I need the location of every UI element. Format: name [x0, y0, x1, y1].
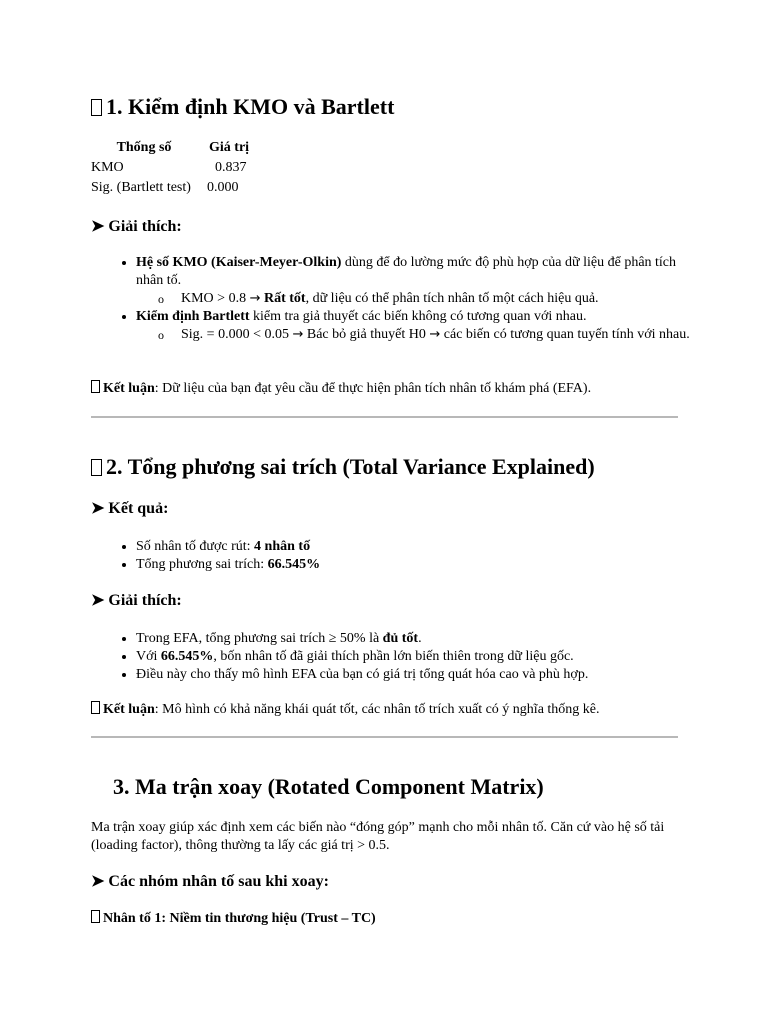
section-3-title: 3. Ma trận xoay (Rotated Component Matrix) [113, 774, 544, 799]
table-row [91, 178, 255, 198]
emphasis-text: 66.545% [267, 557, 321, 572]
list-item [136, 666, 696, 684]
sub-item-text: Sig. = 0.000 < 0.05 [181, 327, 293, 342]
conclusion-label: Kết luận [103, 702, 155, 717]
section-1-title-text: 1. Kiểm định KMO và Bartlett [106, 94, 395, 119]
sub-item-text: các biến có tương quan tuyến tính với nhau. [440, 327, 690, 342]
list-item [136, 648, 696, 666]
factor-1-text: Nhân tố 1: Niềm tin thương hiệu (Trust – TC) [103, 911, 376, 926]
explain-list-2 [91, 630, 696, 684]
kmo-term: Hệ số KMO (Kaiser-Meyer-Olkin) [136, 255, 342, 270]
explain-heading: ➤ Giải thích: [91, 218, 182, 235]
result-heading: ➤ Kết quả: [91, 500, 169, 517]
conclusion-1 [91, 380, 591, 398]
explain-list [91, 254, 696, 344]
sub-item-text: KMO > 0.8 [181, 291, 250, 306]
section-3-intro: Ma trận xoay giúp xác định xem các biến nào “đóng góp” mạnh cho mỗi nhân tố. Căn cứ vào hệ số tải (loading factor), thông thường ta lấy các giá trị > 0.5. [91, 820, 665, 853]
list-item-text: Tổng phương sai trích: [136, 557, 268, 572]
sub-list-item [181, 326, 696, 344]
missing-glyph-icon [91, 459, 102, 476]
conclusion-text: : Dữ liệu của bạn đạt yêu cầu để thực hiện phân tích nhân tố khám phá (EFA). [154, 381, 592, 396]
section-1-title [91, 93, 394, 121]
list-item-text: dùng để đo lường mức độ phù hợp của dữ liệu để phân tích nhân tố. [136, 255, 677, 288]
result-list [91, 538, 696, 574]
list-item-text: Số nhân tố được rút: [136, 539, 255, 554]
missing-glyph-icon [91, 380, 100, 393]
kmo-bartlett-table [91, 138, 255, 198]
conclusion-label: Kết luận [103, 381, 155, 396]
section-divider [91, 416, 678, 418]
sub-item-text: Bác bỏ giả thuyết H0 [303, 327, 430, 342]
groups-heading: ➤ Các nhóm nhân tố sau khi xoay: [91, 873, 329, 890]
list-item-text: Điều này cho thấy mô hình EFA của bạn có giá trị tổng quát hóa cao và phù hợp. [136, 667, 589, 682]
list-item [136, 556, 696, 574]
list-item [136, 254, 696, 308]
list-item [136, 538, 696, 556]
factor-1-heading [91, 910, 376, 928]
table-header: Thống số [116, 140, 172, 155]
conclusion-text: : Mô hình có khả năng khái quát tốt, các nhân tố trích xuất có ý nghĩa thống kê. [154, 702, 600, 717]
list-item [136, 630, 696, 648]
table-header: Giá trị [209, 140, 250, 155]
sub-list-item [181, 290, 696, 308]
list-item-text: kiểm tra giả thuyết các biến không có tương quan với nhau. [249, 309, 587, 324]
section-2-title [91, 453, 595, 481]
list-item-text: , bốn nhân tố đã giải thích phần lớn biến thiên trong dữ liệu gốc. [213, 649, 574, 664]
table-cell: 0.000 [207, 180, 239, 195]
list-item-text: . [418, 631, 422, 646]
arrow-right-icon: → [249, 291, 261, 306]
table-cell: Sig. (Bartlett test) [91, 180, 191, 195]
arrow-right-icon: → [429, 327, 441, 342]
sub-list [136, 326, 696, 344]
missing-glyph-icon [91, 910, 100, 923]
sub-item-text: , dữ liệu có thể phân tích nhân tố một cách hiệu quả. [305, 291, 599, 306]
missing-glyph-icon [91, 99, 102, 116]
section-divider [91, 736, 678, 738]
section-2-title-text: 2. Tổng phương sai trích (Total Variance Explained) [106, 454, 595, 479]
list-item [136, 308, 696, 344]
conclusion-2 [91, 701, 600, 719]
table-cell: 0.837 [215, 160, 247, 175]
arrow-right-icon: → [292, 327, 304, 342]
emphasis-text: Rất tốt [260, 291, 306, 306]
table-cell: KMO [91, 160, 124, 175]
emphasis-text: 4 nhân tố [254, 539, 311, 554]
emphasis-text: 66.545% [160, 649, 214, 664]
table-header-row [91, 138, 255, 158]
explain-heading-2: ➤ Giải thích: [91, 592, 182, 609]
list-item-text: Với [136, 649, 161, 664]
missing-glyph-icon [91, 701, 100, 714]
bartlett-term: Kiểm định Bartlett [136, 309, 250, 324]
table-row [91, 158, 255, 178]
list-item-text: Trong EFA, tổng phương sai trích ≥ 50% là [136, 631, 383, 646]
emphasis-text: đủ tốt [382, 631, 419, 646]
sub-list [136, 290, 696, 308]
